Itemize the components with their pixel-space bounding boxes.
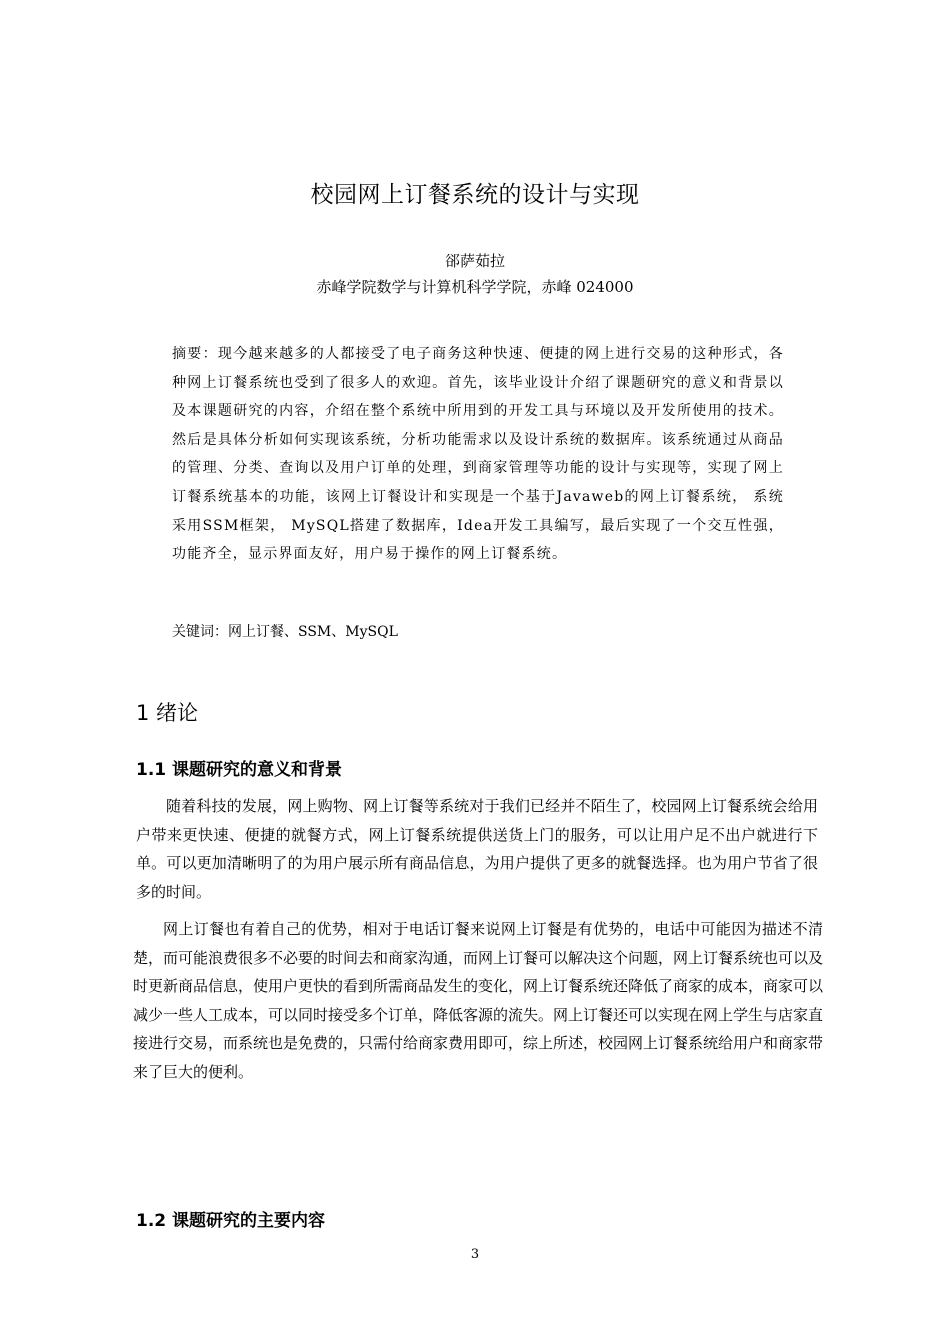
section-heading-1-2: 1.2 课题研究的主要内容 bbox=[136, 1211, 326, 1231]
abstract-text: 现今越来越多的人都接受了电子商务这种快速、便捷的网上进行交易的这种形式，各种网上订餐系统也受到了很多人的欢迎。首先，该毕业设计介绍了课题研究的意义和背景以及本课题研究的内容，介绍在整个系统中所用到的开发工具与环境以及开发所使用的技术。然后是具体分析如何实现该系统，分析功能需求以及设计系统的数据库。该系统通过从商品的管理、分类、查询以及用户订单的处理，到商家管理等功能的设计与实现等，实现了网上订餐系统基本的功能，该网上订餐设计和实现是一个基于Javaweb的网上订餐系统， 系统采用SSM框架， MySQL搭建了数据库，Idea开发工具编写，最后实现了一个交互性强，功能齐全，显示界面友好，用户易于操作的网上订餐系统。 bbox=[172, 346, 784, 563]
abstract-label: 摘要： bbox=[172, 346, 218, 362]
paper-title: 校园网上订餐系统的设计与实现 bbox=[310, 182, 640, 208]
author-name: 郤萨茹拉 bbox=[444, 252, 505, 270]
keywords-label: 关键词： bbox=[172, 624, 228, 640]
paragraph-1: 随着科技的发展，网上购物、网上订餐等系统对于我们已经并不陌生了，校园网上订餐系统会给用户带来更快速、便捷的就餐方式，网上订餐系统提供送货上门的服务，可以让用户足不出户就进行下单。可以更加清晰明了的为用户展示所有商品信息，为用户提供了更多的就餐选择。也为用户节省了很多的时间。 bbox=[136, 797, 818, 901]
author-affiliation: 赤峰学院数学与计算机科学学院，赤峰 024000 bbox=[316, 278, 634, 296]
page-number: 3 bbox=[470, 1247, 480, 1262]
paragraph-2: 网上订餐也有着自己的优势，相对于电话订餐来说网上订餐是有优势的，电话中可能因为描述不清楚，而可能浪费很多不必要的时间去和商家沟通，而网上订餐可以解决这个问题，网上订餐系统也可以及时更新商品信息，使用户更快的看到所需商品发生的变化，网上订餐系统还降低了商家的成本，商家可以减少一些人工成本，可以同时接受多个订单，降低客源的流失。网上订餐还可以实现在网上学生与店家直接进行交易，而系统也是免费的，只需付给商家费用即可，综上所述，校园网上订餐系统给用户和商家带来了巨大的便利。 bbox=[133, 920, 824, 1081]
section-heading-1: 1 绪论 bbox=[136, 701, 199, 725]
keywords bbox=[172, 622, 398, 642]
section-heading-1-1: 1.1 课题研究的意义和背景 bbox=[136, 760, 343, 780]
abstract bbox=[172, 340, 784, 569]
keywords-text: 网上订餐、SSM、MySQL bbox=[228, 624, 398, 640]
